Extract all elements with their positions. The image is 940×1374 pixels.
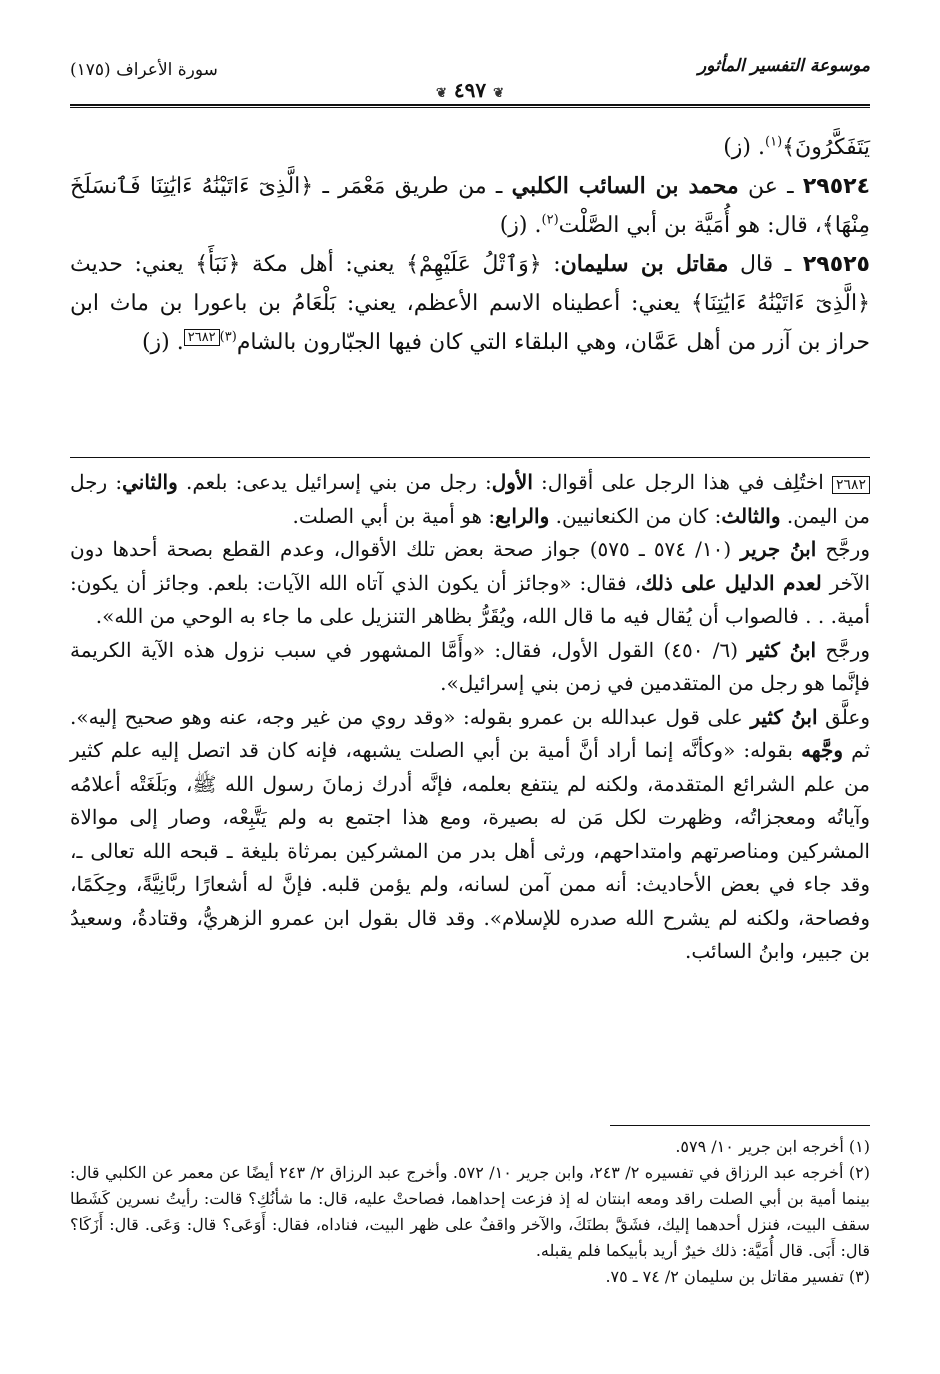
- entry-tail: . (ز): [499, 213, 542, 238]
- commentary-bold: ابنُ كثير: [747, 637, 817, 662]
- commentary-bold: والرابع: [495, 503, 550, 528]
- commentary-text: ورجَّح: [816, 637, 870, 662]
- commentary-paragraph: [70, 701, 870, 969]
- entry-text: ـ من طريق مَعْمَر ـ ﴿الَّذِىٓ ءَاتَيْنَٰهُ ءَايَٰتِنَا فَٱنسَلَخَ مِنْهَا﴾، قال: هو أُمَيَّة بن أبي الصَّلْت: [70, 174, 870, 238]
- footnote-3: (٣) تفسير مقاتل بن سليمان ٢/ ٧٤ ـ ٧٥.: [605, 1267, 870, 1286]
- commentary-bold: وجَّهه: [801, 738, 844, 762]
- commentary-bold: ابنُ جرير: [740, 537, 817, 561]
- commentary-text: : رجل من اليمن.: [70, 470, 870, 528]
- fragment-text: يَتَفَكَّرُونَ﴾: [782, 135, 870, 160]
- entry-tail: . (ز): [141, 330, 184, 355]
- header-rule: [70, 104, 870, 108]
- entry-29525: [70, 245, 870, 362]
- entry-number: ٢٩٥٢٤: [802, 174, 870, 199]
- commentary-paragraph: [70, 634, 870, 701]
- commentary-bold: الأول: [491, 470, 533, 494]
- commentary-bold: والثالث: [721, 503, 781, 528]
- ornament-right-icon: ❦: [493, 86, 504, 101]
- commentary-text: (٦/ ٤٥٠) القول الأول، فقال: «وأَمَّا المشهور في سبب نزول هذه الآية الكريمة فإنَّما هو رجل من المتقدمين في زمن بني إسرائيل».: [70, 637, 870, 695]
- footnote-ref-3: (٣): [219, 329, 237, 345]
- page-header: [70, 52, 870, 102]
- ornament-left-icon: ❦: [436, 86, 447, 101]
- footnote-ref-1: (١): [765, 134, 783, 150]
- main-text: [70, 128, 870, 362]
- entry-text: : ﴿وَٱتْلُ عَلَيْهِمْ﴾ يعني: أهل مكة ﴿نَبَأَ﴾ يعني: حديث ﴿الَّذِىٓ ءَاتَيْنَٰهُ ءَايَٰتِنَا﴾ يعني: أعطيناه الاسم الأعظم، يعني: بَلْعَامُ بن باعورا بن ماث ابن حراز بن آزر من أهل عَمَّان، وهي البلقاء التي كان فيها الجبّارون بالشام: [70, 252, 870, 355]
- commentary-text: : رجل من بني إسرائيل يدعى: بلعم.: [177, 470, 492, 494]
- fragment-tail: . (ز): [723, 135, 765, 160]
- commentary-separator: [70, 457, 870, 458]
- entry-29524: [70, 167, 870, 245]
- entry-number: ٢٩٥٢٥: [802, 252, 870, 277]
- commentary-text: على قول عبدالله بن عمرو بقوله: «وقد روي من غير وجه، عنه وهو صحيح إليه». ثم: [70, 704, 871, 762]
- verse-fragment: [70, 128, 870, 167]
- commentary-text: بقوله: «وكأنَّه إنما أراد أنَّ أمية بن أبي الصلت يشبهه، فإنه كان قد اتصل إليه علم كثير من علم الشرائع المتقدمة، ولكنه لم ينتفع بعلمه، فإنَّه أدرك زمانَ رسول الله ﷺ، وبَلَغَتْه أعلامُه وآياتُه ومعجزاتُه، وظهرت لكل مَن له بصيرة، ومع هذا اجتمع به ولم يَتَّبِعْه، وصار إلى موالاة المشركين ومناصرتهم وامتداحهم، ورثى أهل بدر من المشركين بمرثاة بليغة ـ قبحه الله تعالى ـ، وقد جاء في بعض الأحاديث: أنه ممن آمن لسانه، ولم يؤمن قلبه. فإنَّ له أشعارًا ربَّانِيَّةً، وحِكَمًا، وفصاحة، ولكنه لم يشرح الله صدره للإسلام». وقد قال بقول ابن عمرو الزهريُّ، وقتادةُ، وسعيدُ بن جبير، وابنُ السائب.: [70, 738, 870, 963]
- book-page: [70, 52, 870, 1352]
- commentary-bold: والثاني: [122, 470, 178, 494]
- commentary-ref-box: ٢٦٨٢: [184, 329, 220, 346]
- page-number: [70, 78, 870, 102]
- footnote-2: (٢) أخرجه عبد الرزاق في تفسيره ٢/ ٢٤٣، وابن جرير ١٠/ ٥٧٢. وأخرج عبد الرزاق ٢/ ٢٤٣ أيضًا عن معمر عن الكلبي قال: بينما أمية بن أبي الصلت راقد ومعه ابنتان له إذ فزعت إحداهما، فصاحتْ عليه، قال: ما شأنُكِ؟ قالت: رأيتُ نسرين كَشَطا سقف البيت، فنزل أحدهما إليك، فشَقَّ بطنَكَ، والآخر واقفٌ على ظهر البيت، فناداه، فقال: أَوَعَى؟ قال: وَعَى. قال: أَزَكَا؟ قال: أَبَى. قال أُمَيَّة: ذلك خيرٌ أريد بأبيكما فلم يقبله.: [70, 1163, 871, 1260]
- footnotes: [70, 1134, 870, 1290]
- commentary-text: اختُلِف في هذا الرجل على أقوال:: [532, 470, 832, 494]
- commentary-bold: لعدم الدليل على ذلك: [640, 570, 822, 595]
- footnote-separator: [610, 1125, 870, 1126]
- running-title-sura: سورة الأعراف (١٧٥): [70, 60, 218, 80]
- commentary-text: : هو أمية بن أبي الصلت.: [292, 503, 496, 528]
- entry-text: ـ عن: [738, 174, 803, 199]
- entry-source: مقاتل بن سليمان: [560, 251, 729, 277]
- commentary-paragraph: [70, 533, 870, 634]
- commentary-text: : كان من الكنعانيين.: [549, 503, 722, 528]
- commentary-text: ، فقال: «وجائز أن يكون الذي آتاه الله الآيات: بلعم. وجائز أن يكون: أمية. . . فالصواب أن يُقال فيه ما قال الله، ويُقَرُّ بظاهر التنزيل على ما جاء به الوحي من الله».: [70, 570, 870, 628]
- commentary-notes: [70, 466, 870, 969]
- page-number-text: ٤٩٧: [453, 78, 487, 102]
- running-title-book: موسوعة التفسير المأثور: [698, 56, 870, 76]
- footnote-1: (١) أخرجه ابن جرير ١٠/ ٥٧٩.: [675, 1137, 870, 1156]
- entry-text: ـ قال: [728, 252, 803, 277]
- commentary-number-box: ٢٦٨٢: [832, 476, 870, 494]
- commentary-text: (١٠/ ٥٧٤ ـ ٥٧٥) جواز صحة بعض تلك الأقوال، وعدم القطع بصحة أحدها دون الآخر: [70, 537, 871, 595]
- entry-source: محمد بن السائب الكلبي: [511, 173, 739, 199]
- commentary-text: وعلَّق: [817, 704, 871, 729]
- commentary-text: ورجَّح: [816, 537, 870, 561]
- commentary-bold: ابنُ كثير: [750, 704, 818, 729]
- commentary-paragraph: [70, 466, 870, 533]
- footnote-ref-2: (٢): [541, 212, 559, 228]
